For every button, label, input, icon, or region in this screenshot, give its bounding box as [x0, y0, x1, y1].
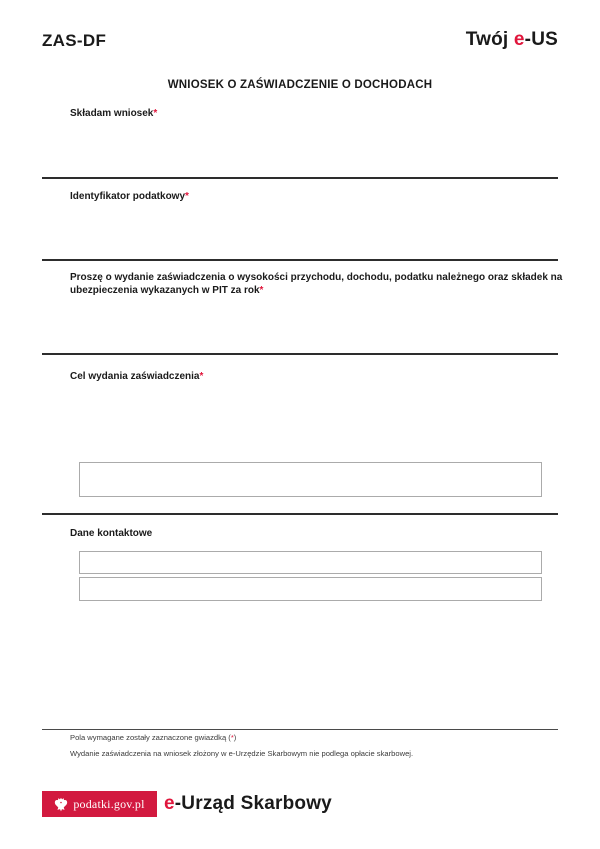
brand-suffix: -US: [524, 29, 558, 50]
certificate-purpose-input[interactable]: [79, 462, 542, 497]
twoj-e-us-logo: [466, 29, 558, 51]
submit-request-label: Składam wniosek*: [70, 108, 158, 119]
section-divider: [42, 513, 558, 515]
section-divider: [42, 353, 558, 355]
pit-year-label: Proszę o wydanie zaświadczenia o wysokości przychodu, dochodu, podatku należnego oraz składek na ubezpieczenia wykazanych w PIT za rok*: [70, 272, 563, 296]
page-title: WNIOSEK O ZAŚWIADCZENIE O DOCHODACH: [167, 79, 433, 91]
required-asterisk: *: [259, 285, 264, 296]
e-urzad-skarbowy-logo: [164, 791, 332, 817]
podatki-gov-pl-logo: [42, 791, 157, 817]
tax-identifier-label: Identyfikator podatkowy*: [70, 191, 189, 202]
required-asterisk: *: [153, 108, 158, 119]
certificate-purpose-label: Cel wydania zaświadczenia*: [70, 371, 204, 382]
brand-red-e: e: [513, 29, 525, 50]
section-divider: [42, 259, 558, 261]
contact-data-label: Dane kontaktowe: [70, 528, 153, 539]
section-divider: [42, 177, 558, 179]
footer-red-e: e: [164, 793, 175, 814]
contact-input-1[interactable]: [79, 551, 542, 574]
portal-url-label: podatki.gov.pl: [73, 796, 145, 811]
polish-eagle-icon: [54, 796, 68, 813]
required-asterisk: *: [199, 371, 204, 382]
required-asterisk: *: [185, 191, 189, 202]
footnote-divider: [42, 729, 558, 730]
footer-brand-name: -Urząd Skarbowy: [174, 793, 332, 814]
required-fields-note: Pola wymagane zostały zaznaczone gwiazdką (*): [70, 733, 237, 742]
contact-input-2[interactable]: [79, 577, 542, 601]
brand-prefix: Twój: [465, 29, 514, 50]
form-code: ZAS-DF: [42, 31, 107, 50]
required-asterisk: *: [230, 733, 234, 742]
fee-note: Wydanie zaświadczenia na wniosek złożony w e-Urzędzie Skarbowym nie podlega opłacie skarbowej.: [70, 749, 414, 758]
